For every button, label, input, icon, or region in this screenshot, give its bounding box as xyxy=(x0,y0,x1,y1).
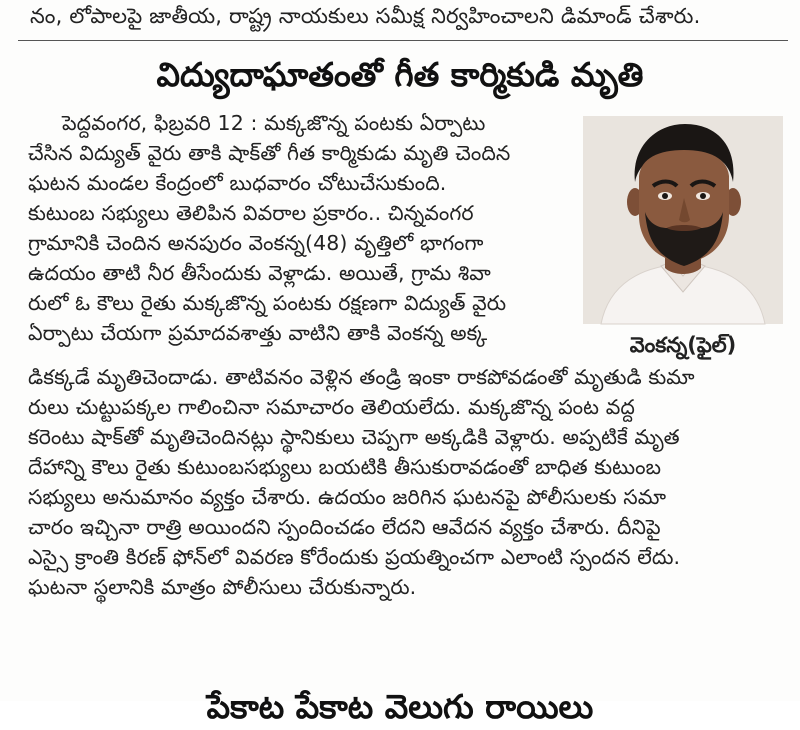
article-line-13: సభ్యులు అనుమానం వ్యక్తం చేశారు. ఉదయం జరిగిన ఘటనపై పోలీసులకు సమా xyxy=(28,485,667,509)
article-line-16: ఘటనా స్థలానికి మాత్రం పోలీసులు చేరుకున్నారు. xyxy=(28,575,417,599)
article-line-6: ఉదయం తాటి నీర తీసేందుకు వెళ్లాడు. అయితే, గ్రామ శివా xyxy=(28,261,491,285)
article-line-9: డికక్కడే మృతిచెందాడు. తాటివనం వెళ్లిన తండ్రి ఇంకా రాకపోవడంతో మృతుడి కుమా xyxy=(28,365,695,389)
next-article-headline-clip xyxy=(0,684,800,726)
article-line-15: ఎస్సై క్రాంతి కిరణ్ ఫోన్‌లో వివరణ కోరేందుకు ప్రయత్నించగా ఎలాంటి స్పందన లేదు. xyxy=(28,545,681,569)
portrait-illustration xyxy=(583,116,783,324)
article-line-4: కుటుంబ సభ్యులు తెలిపిన వివరాల ప్రకారం.. చిన్నవంగర xyxy=(28,201,474,225)
next-article-headline: పేకాట పేకాట వెలుగు రాయిలు xyxy=(206,687,594,726)
article-line-1: పెద్దవంగర, ఫిబ్రవరి 12 : మక్కజొన్న పంటకు ఏర్పాటు xyxy=(62,111,486,135)
article-line-8: ఏర్పాటు చేయగా ప్రమాదవశాత్తు వాటిని తాకి వెంకన్న అక్క xyxy=(28,321,488,345)
article-line-12: దేహాన్ని కౌలు రైతు కుటుంబసభ్యులు బయటికి తీసుకురావడంతో బాధిత కుటుంబ xyxy=(28,455,662,479)
article-line-7: రులో ఓ కౌలు రైతు మక్కజొన్న పంటకు రక్షణగా విద్యుత్ వైరు xyxy=(28,291,507,315)
article-line-10: రులు చుట్టుపక్కల గాలించినా సమాచారం తెలియలేదు. మక్కజొన్న పంట వద్ద xyxy=(28,395,635,419)
article-line-3: ఘటన మండల కేంద్రంలో బుధవారం చోటుచేసుకుంది. xyxy=(28,171,447,195)
portrait-photo xyxy=(583,116,783,324)
article-line-2: చేసిన విద్యుత్ వైరు తాకి షాక్‌తో గీత కార్మికుడు మృతి చెందిన xyxy=(28,141,511,165)
photo-caption: వెంకన్న(ఫైల్) xyxy=(629,333,737,357)
section-divider-top xyxy=(18,40,788,41)
article-line-5: గ్రామానికి చెందిన అనపురం వెంకన్న(48) వృత్తిలో భాగంగా xyxy=(28,231,484,255)
article-line-11: కరెంటు షాక్‌తో మృతిచెందినట్లు స్థానికులు చెప్పగా అక్కడికి వెళ్లారు. అప్పటికే మృత xyxy=(28,425,680,449)
article-line-14: చారం ఇచ్చినా రాత్రి అయిందని స్పందించడం లేదని ఆవేదన వ్యక్తం చేశారు. దీనిపై xyxy=(28,515,661,539)
article-headline: విద్యుదాఘాతంతో గీత కార్మికుడి మృతి xyxy=(156,55,644,94)
previous-article-closing-line: నం, లోపాలపై జాతీయ, రాష్ట్ర నాయకులు సమీక్ష నిర్వహించాలని డిమాండ్ చేశారు. xyxy=(30,4,701,28)
